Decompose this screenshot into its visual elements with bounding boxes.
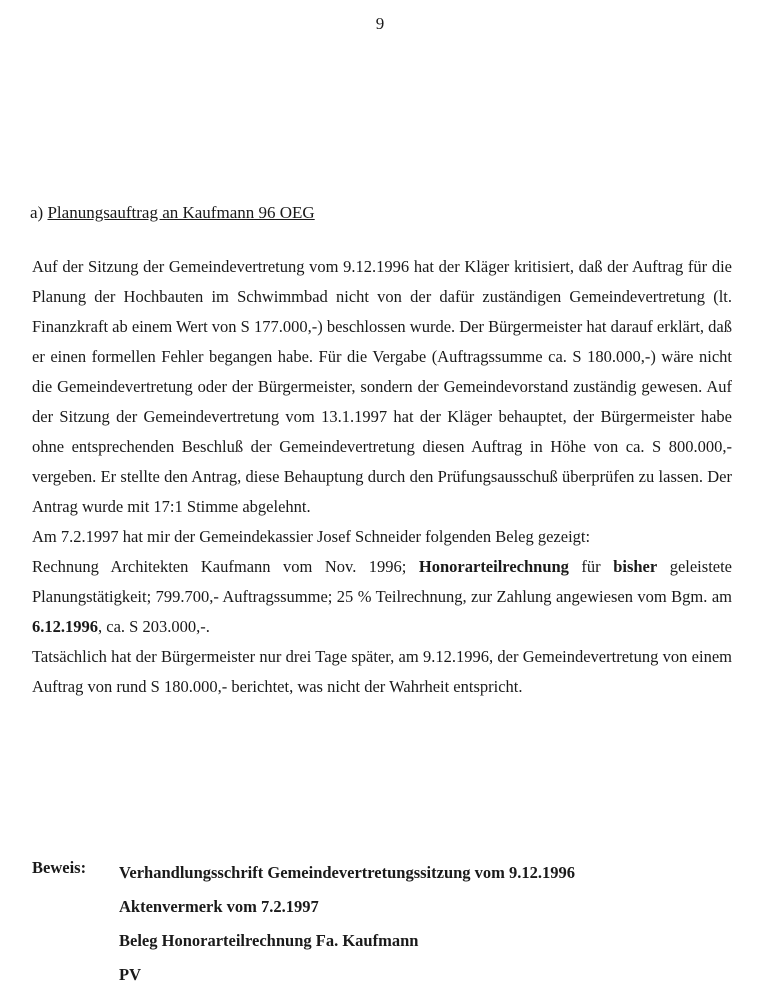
p3-text-2: für [568,557,614,576]
section-marker: a) [30,203,44,222]
paragraph-1: Auf der Sitzung der Gemeindevertretung vom 9.12.1996 hat der Kläger kritisiert, daß der Auftrag für die Planung der Hochbauten im Schwimmbad nicht von der dafür zuständigen Gemeindevertretung (lt. Finanzkraft ab einem Wert von S 177.000,-) beschlossen wurde. Der Bürgermeister hat darauf erklärt, daß er einen formellen Fehler begangen habe. Für die Vergabe (Auftragssumme ca. S 180.000,-) wäre nicht die Gemeindevertretung oder der Bürgermeister, sondern der Gemeindevorstand zuständig gewesen. Auf der Sitzung der Gemeindevertretung vom 13.1.1997 hat der Kläger behauptet, der Bürgermeister habe ohne entsprechenden Beschluß der Gemeindevertretung diesen Auftrag in Höhe von ca. S 800.000,- vergeben. Er stellte den Antrag, diese Behauptung durch den Prüfungsausschuß überprüfen zu lassen. Der Antrag wurde mit 17:1 Stimme abgelehnt. [32,257,733,516]
proof-list [119,858,719,994]
proof-item: Beleg Honorarteilrechnung Fa. Kaufmann [119,931,419,950]
page-number: 9 [375,14,385,33]
body-text [32,252,732,702]
p3-text-3: geleistete Planungstätigkeit; 799.700,- Auftragssumme; 25 % Teilrechnung, zur Zahlung angewiesen vom Bgm. am [32,557,733,606]
p3-text-4: , ca. S 203.000,-. [98,617,210,636]
proof-item: Aktenvermerk vom 7.2.1997 [119,897,319,916]
p3-bold-3: 6.12.1996 [32,617,98,636]
p3-bold-1: Honorarteilrechnung [418,557,569,576]
p3-text-1: Rechnung Architekten Kaufmann vom Nov. 1996; [32,557,419,576]
paragraph-4: Tatsächlich hat der Bürgermeister nur drei Tage später, am 9.12.1996, der Gemeindevertretung von einem Auftrag von rund S 180.000,- berichtet, was nicht der Wahrheit entspricht. [32,647,732,696]
proof-item: Verhandlungsschrift Gemeindevertretungssitzung vom 9.12.1996 [119,863,576,882]
section-heading [30,203,315,223]
paragraph-2: Am 7.2.1997 hat mir der Gemeindekassier Josef Schneider folgenden Beleg gezeigt: [32,527,591,546]
p3-bold-2: bisher [613,557,658,576]
proof-item: PV [119,965,141,984]
section-title: Planungsauftrag an Kaufmann 96 OEG [47,203,315,222]
paragraph-3 [32,552,732,642]
proof-label: Beweis: [32,858,87,877]
